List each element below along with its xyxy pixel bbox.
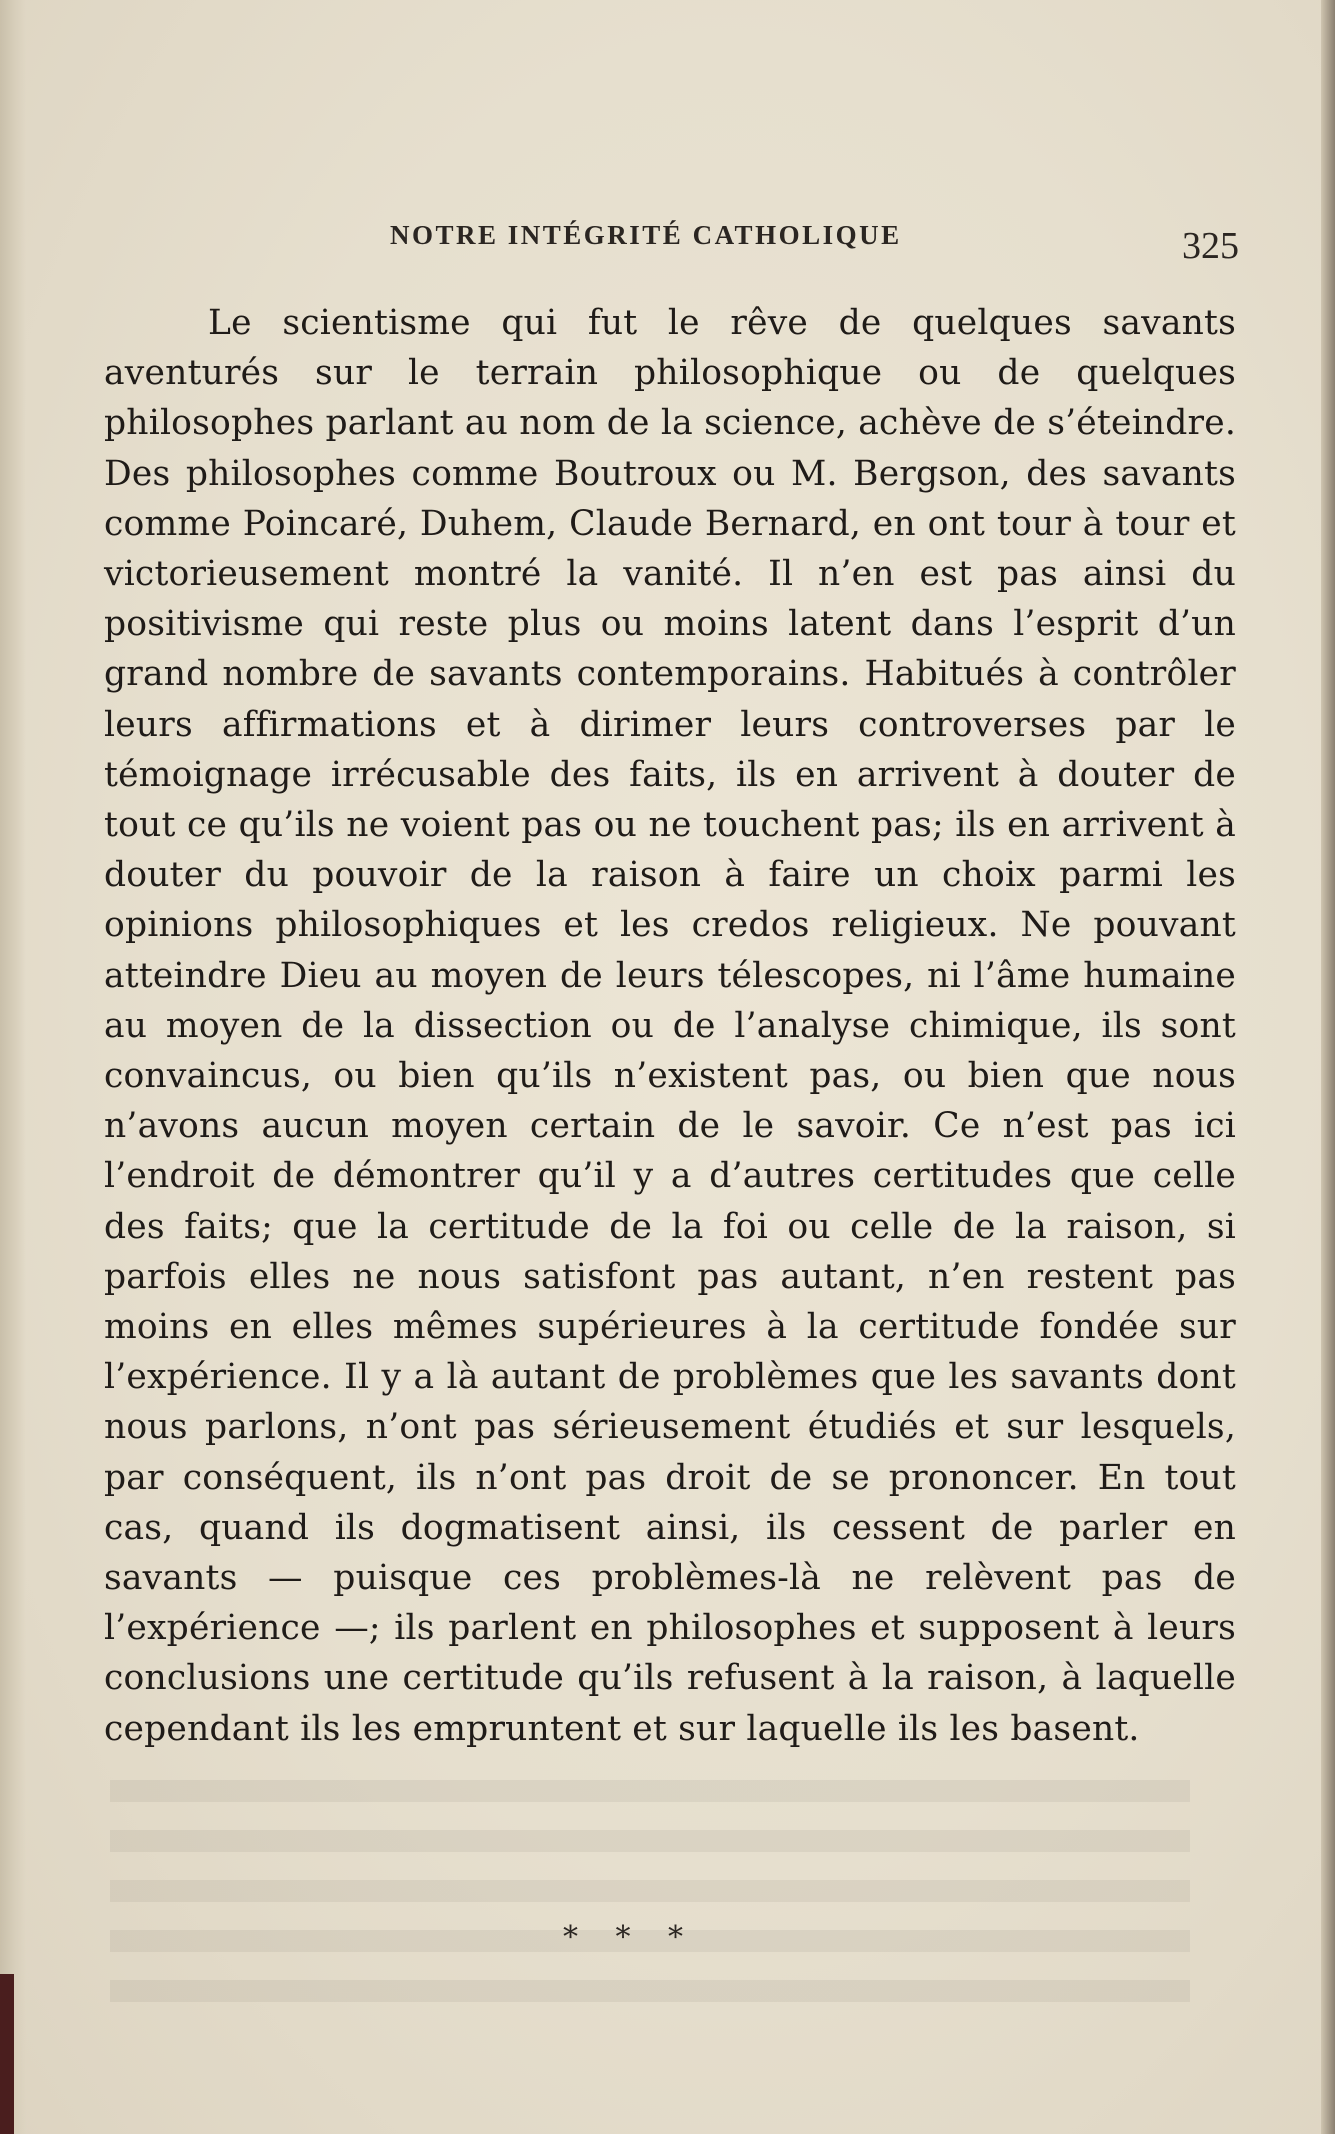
body-paragraph: Le scientisme qui fut le rêve de quelques savants aventurés sur le terrain philosophique ou de quelques philosophes parlant au nom de la science, achève de s’éteindre. Des philosophes comme Boutroux ou M. Bergson, des savants comme Poincaré, Duhem, Claude Bernard, en ont tour à tour et victorieusement montré la vanité. Il n’en est pas ainsi du positivisme qui reste plus ou moins latent dans l’esprit d’un grand nombre de savants contemporains. Habitués à contrôler leurs affirmations et à dirimer leurs controverses par le témoignage irrécusable des faits, ils en arrivent à douter de tout ce qu’ils ne voient pas ou ne touchent pas; ils en arrivent à douter du pouvoir de la raison à faire un choix parmi les opinions philosophiques et les credos religieux. Ne pouvant atteindre Dieu au moyen de leurs télescopes, ni l’âme humaine au moyen de la dissection ou de l’analyse chimique, ils sont convaincus, ou bien qu’ils n’existent pas, ou bien que nous n’avons aucun moyen certain de le savoir. Ce n’est pas ici l’endroit de démontrer qu’il y a d’autres certitudes que celle des faits; que la certitude de la foi ou celle de la raison, si parfois elles ne nous satisfont pas autant, n’en restent pas moins en elles mêmes supérieures à la certitude fondée sur l’expérience. Il y a là autant de problèmes que les savants dont nous parlons, n’ont pas sérieusement étudiés et sur lesquels, par conséquent, ils n’ont pas droit de se prononcer. En tout cas, quand ils dogmatisent ainsi, ils cessent de parler en savants — puisque ces problèmes-là ne relèvent pas de l’expérience —; ils parlent en philosophes et supposent à leurs conclusions une certitude qu’ils refusent à la raison, à laquelle cependant ils les empruntent et sur laquelle ils les basent. xyxy=(104,303,1236,1749)
section-break-asterisks: * * * xyxy=(562,1920,698,1955)
binding-edge xyxy=(0,1974,14,2134)
page-gutter xyxy=(0,0,26,2134)
page-number: 325 xyxy=(1182,225,1239,267)
page-edge xyxy=(1321,0,1335,2134)
running-title: NOTRE INTÉGRITÉ CATHOLIQUE xyxy=(390,220,902,250)
ink-bleed-through xyxy=(110,1780,1190,2020)
